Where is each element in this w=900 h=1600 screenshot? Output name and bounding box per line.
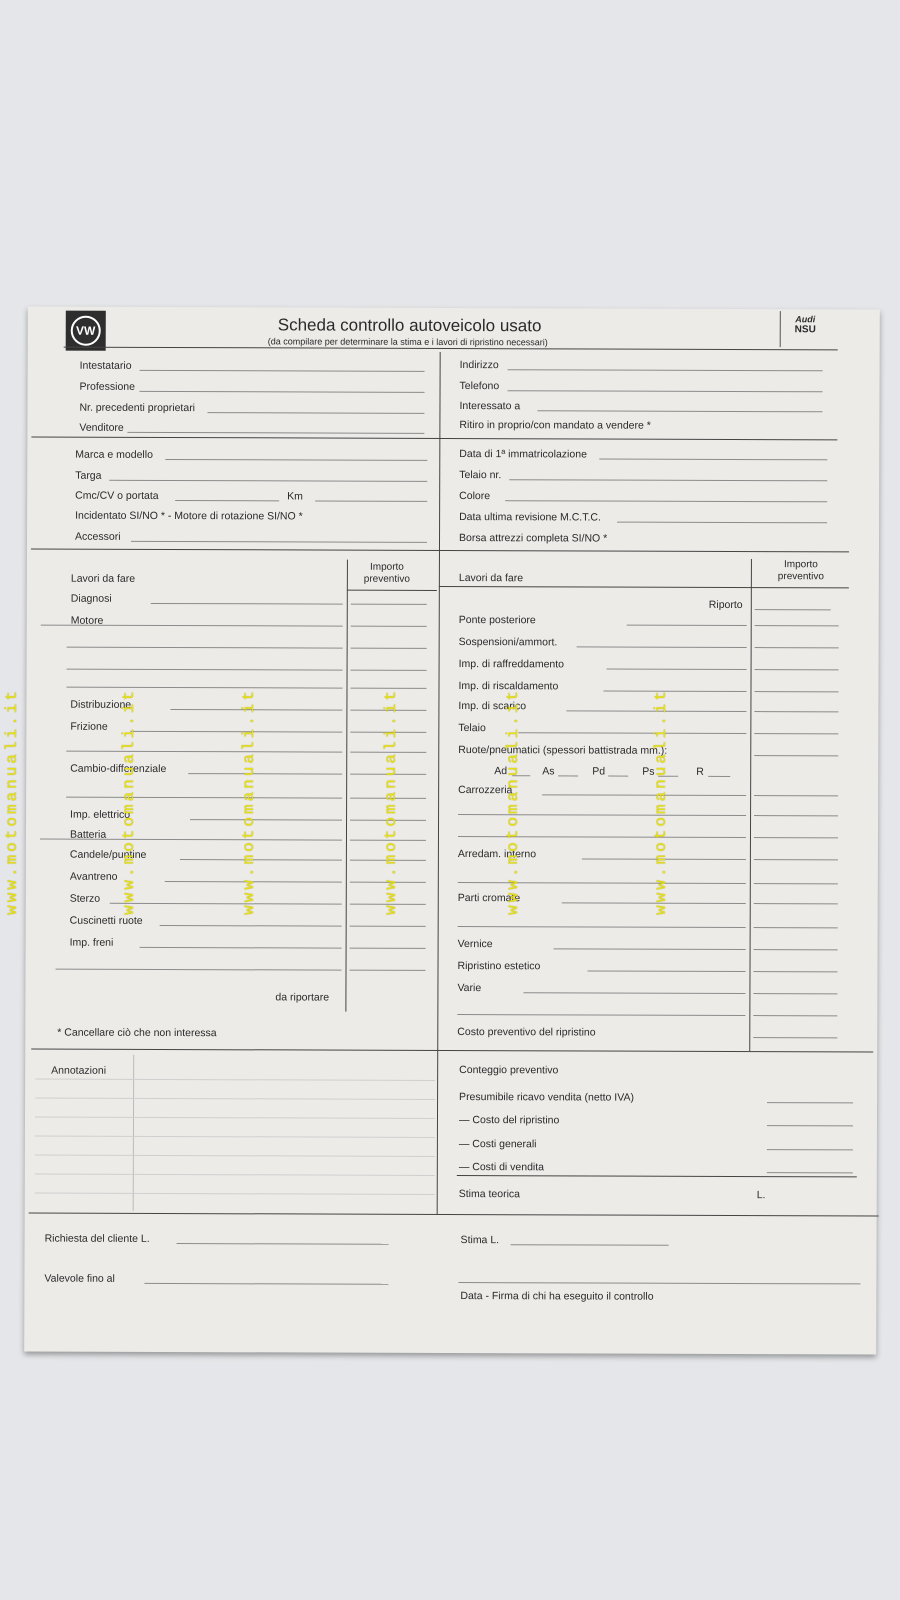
label-marca-modello: Marca e modello [75,448,153,461]
annotazioni-line[interactable] [35,1098,435,1100]
label-telaio: Telaio [458,722,486,735]
importo-vernice[interactable] [754,949,838,950]
field-ponte-posteriore[interactable] [627,625,747,626]
label-telefono: Telefono [459,380,500,393]
tyre-ad: Ad [494,765,508,778]
field-costi-vendita[interactable] [767,1172,853,1173]
stima-teorica-currency: L. [756,1189,766,1202]
label-costo-ripristino: — Costo del ripristino [458,1114,560,1127]
left-works-heading: Lavori da fare [70,572,136,585]
importo-diagnosi[interactable] [351,604,427,605]
importo-varie-2[interactable] [753,1015,837,1016]
label-revisione: Data ultima revisione M.C.T.C. [459,511,601,524]
label-imp-elettrico: Imp. elettrico [70,808,131,821]
label-sospensioni: Sospensioni/ammort. [458,636,558,649]
label-venditore: Venditore [79,421,124,434]
field-marca-modello[interactable] [165,459,427,461]
field-vernice[interactable] [554,948,746,950]
label-km: Km [287,490,303,503]
field-candele[interactable] [180,859,342,861]
field-stima[interactable] [511,1244,669,1246]
field-varie-2[interactable] [457,1014,745,1016]
label-candele: Candele/puntine [69,848,147,861]
form-subtitle: (da compilare per determinare la stima e i lavori di ripristino necessari) [267,336,548,348]
label-conteggio: Conteggio preventivo [459,1064,559,1077]
field-cuscinetti[interactable] [160,925,342,927]
importo-cuscinetti[interactable] [350,926,426,927]
importo-raffreddamento[interactable] [755,669,839,670]
label-firma: Data - Firma di chi ha eseguito il controllo [460,1290,654,1303]
label-avantreno: Avantreno [69,870,118,883]
label-ponte-posteriore: Ponte posteriore [458,614,536,627]
label-ritiro: Ritiro in proprio/con mandato a vendere * [459,419,651,432]
field-motore-2[interactable] [67,647,343,649]
field-indirizzo[interactable] [508,369,823,371]
importo-riscaldamento[interactable] [754,691,838,692]
vw-logo [66,311,106,351]
field-diagnosi[interactable] [151,603,343,605]
importo-motore-2[interactable] [351,648,427,649]
field-carrozzeria-3[interactable] [458,836,746,838]
importo-da-riportare[interactable] [350,970,426,971]
nsu-logo-text: NSU [794,324,816,336]
field-imp-elettrico[interactable] [190,819,342,821]
label-da-riportare: da riportare [275,991,330,1004]
annotazioni-line[interactable] [35,1136,435,1138]
field-frizione-2[interactable] [66,751,342,753]
field-motore-4[interactable] [66,687,342,689]
label-motore: Motore [70,614,104,627]
label-borsa-attrezzi: Borsa attrezzi completa SI/NO * [459,532,608,545]
annotazioni-lines [28,307,880,310]
field-sterzo[interactable] [110,903,342,905]
owner-section-divider [31,437,837,441]
label-parti-cromate: Parti cromate [457,892,521,905]
form-sheet [24,307,880,1355]
importo-motore[interactable] [351,626,427,627]
field-costi-generali[interactable] [767,1149,853,1150]
field-carrozzeria-2[interactable] [458,814,746,816]
label-riporto: Riporto [708,598,743,612]
left-importo-header-line [347,590,437,591]
importo-ponte-posteriore[interactable] [755,625,839,626]
field-ripristino-estetico[interactable] [588,970,746,972]
label-nr-proprietari: Nr. precedenti proprietari [79,401,196,415]
annotazioni-line[interactable] [35,1155,435,1157]
field-firma[interactable] [458,1282,860,1284]
works-section-divider [31,1049,873,1053]
importo-arredamento-2[interactable] [754,883,838,884]
left-importo-divider [345,560,348,1012]
main-column-divider [437,352,441,1214]
importo-carrozzeria-3[interactable] [754,837,838,838]
watermark-1: www.motomanuali.it [3,688,21,915]
field-ricavo-vendita[interactable] [767,1102,853,1103]
label-raffreddamento: Imp. di raffreddamento [458,658,565,671]
audi-logo-text: Audi [795,314,816,325]
label-diagnosi: Diagnosi [70,592,112,605]
label-professione: Professione [79,380,136,393]
conteggio-sum-line [457,1175,857,1177]
field-nr-proprietari[interactable] [207,412,424,414]
importo-scarico[interactable] [754,711,838,712]
field-accessori[interactable] [131,541,427,543]
tyre-as: As [542,765,555,778]
label-intestatario: Intestatario [79,359,132,372]
label-indirizzo: Indirizzo [459,359,499,372]
annotazioni-line[interactable] [35,1117,435,1119]
annotazioni-line[interactable] [35,1174,435,1176]
label-arredamento-interno: Arredam. interno [457,848,537,861]
label-targa: Targa [75,469,102,482]
label-immatricolazione: Data di 1ª immatricolazione [459,448,587,461]
watermark-6: www.motomanuali.it [652,688,670,915]
field-frizione[interactable] [130,731,342,733]
label-costi-vendita: — Costi di vendita [458,1161,545,1174]
left-importo-heading: Importo preventivo [363,561,410,585]
field-richiesta-cliente[interactable] [177,1243,389,1245]
importo-carrozzeria-2[interactable] [754,815,838,816]
label-cambio: Cambio-differenziale [70,762,167,776]
field-carrozzeria[interactable] [542,794,746,796]
right-importo-header-line [439,586,849,588]
field-professione[interactable] [140,391,425,393]
watermark-3: www.motomanuali.it [240,688,258,915]
vw-logo-mark: VW [71,316,101,346]
importo-carrozzeria[interactable] [754,795,838,796]
label-vernice: Vernice [457,938,493,951]
field-km[interactable] [315,501,427,502]
field-targa[interactable] [109,480,427,482]
importo-arredamento-interno[interactable] [754,859,838,860]
field-tyre-r[interactable] [708,776,730,777]
label-costo-preventivo: Costo preventivo del ripristino [457,1026,596,1039]
label-ricavo-vendita: Presumibile ricavo vendita (netto IVA) [459,1091,634,1104]
watermark-4: www.motomanuali.it [382,688,400,915]
importo-ripristino-estetico[interactable] [754,971,838,972]
importo-telaio[interactable] [754,733,838,734]
label-sterzo: Sterzo [69,892,101,905]
label-interessato: Interessato a [459,400,521,413]
label-stima: Stima L. [460,1234,500,1247]
importo-varie[interactable] [753,993,837,994]
field-cmc[interactable] [175,500,279,501]
label-cmc: Cmc/CV o portata [75,489,159,502]
importo-imp-freni[interactable] [350,948,426,949]
field-tyre-pd[interactable] [608,776,628,777]
importo-parti-cromate-2[interactable] [754,927,838,928]
field-colore[interactable] [505,500,827,502]
importo-sospensioni[interactable] [755,647,839,648]
label-frizione: Frizione [70,720,108,733]
right-works-heading: Lavori da fare [458,572,524,585]
tyre-pd: Pd [592,765,606,778]
field-imp-freni[interactable] [140,947,342,949]
field-riscaldamento[interactable] [603,691,746,692]
label-scarico: Imp. di scarico [458,700,527,713]
field-telaio[interactable] [518,732,746,734]
right-importo-heading: Importo preventivo [777,559,824,583]
field-varie[interactable] [523,992,745,994]
label-incidentato: Incidentato SI/NO * - Motore di rotazione SI/NO * [75,509,303,523]
tyre-r: R [696,765,704,778]
label-ruote-pneumatici: Ruote/pneumatici (spessori battistrada mm.): [458,744,668,757]
field-venditore[interactable] [127,432,424,434]
label-cuscinetti: Cuscinetti ruote [69,914,143,927]
field-motore-3[interactable] [67,669,343,671]
field-sospensioni[interactable] [577,646,747,648]
importo-costo-preventivo[interactable] [753,1037,837,1038]
field-revisione[interactable] [617,522,827,524]
importo-ruote-pneumatici[interactable] [754,755,838,756]
field-cambio[interactable] [188,773,342,775]
right-importo-divider [749,559,752,1051]
field-intestatario[interactable] [140,370,425,372]
watermark-2: www.motomanuali.it [120,688,138,915]
audi-nsu-logo [780,311,830,347]
label-stima-teorica: Stima teorica [458,1188,521,1201]
field-tyre-as[interactable] [558,775,578,776]
annotazioni-line[interactable] [35,1079,435,1081]
annotazioni-line[interactable] [35,1193,435,1195]
label-costi-generali: — Costi generali [458,1138,537,1151]
label-carrozzeria: Carrozzeria [458,784,513,797]
form-title: Scheda controllo autoveicolo usato [277,315,542,336]
label-imp-freni: Imp. freni [69,936,114,949]
tyre-ps: Ps [642,765,655,778]
field-valevole[interactable] [144,1283,388,1285]
field-raffreddamento[interactable] [607,669,747,670]
field-immatricolazione[interactable] [599,459,827,461]
field-parti-cromate-2[interactable] [458,926,746,928]
field-extra-left[interactable] [56,969,342,971]
label-distribuzione: Distribuzione [70,698,132,711]
header-divider [64,347,838,351]
importo-motore-3[interactable] [351,670,427,671]
label-ripristino-estetico: Ripristino estetico [457,960,541,973]
label-batteria: Batteria [69,828,107,841]
cancel-note: * Cancellare ciò che non interessa [57,1026,217,1040]
label-colore: Colore [459,490,491,503]
field-cambio-2[interactable] [66,797,342,799]
label-riscaldamento: Imp. di riscaldamento [458,680,559,693]
field-costo-ripristino[interactable] [767,1125,853,1126]
label-annotazioni: Annotazioni [51,1064,107,1077]
importo-parti-cromate[interactable] [754,903,838,904]
watermark-5: www.motomanuali.it [504,688,522,915]
field-riporto[interactable] [755,609,831,610]
label-accessori: Accessori [75,530,121,543]
footer-divider [29,1213,879,1217]
field-arredamento-2[interactable] [458,882,746,884]
label-richiesta-cliente: Richiesta del cliente L. [44,1232,150,1245]
label-valevole: Valevole fino al [44,1272,115,1285]
label-telaio-nr: Telaio nr. [459,469,502,482]
label-varie: Varie [457,982,482,995]
field-telaio-nr[interactable] [509,479,827,481]
field-telefono[interactable] [508,390,823,392]
field-interessato[interactable] [537,410,822,412]
